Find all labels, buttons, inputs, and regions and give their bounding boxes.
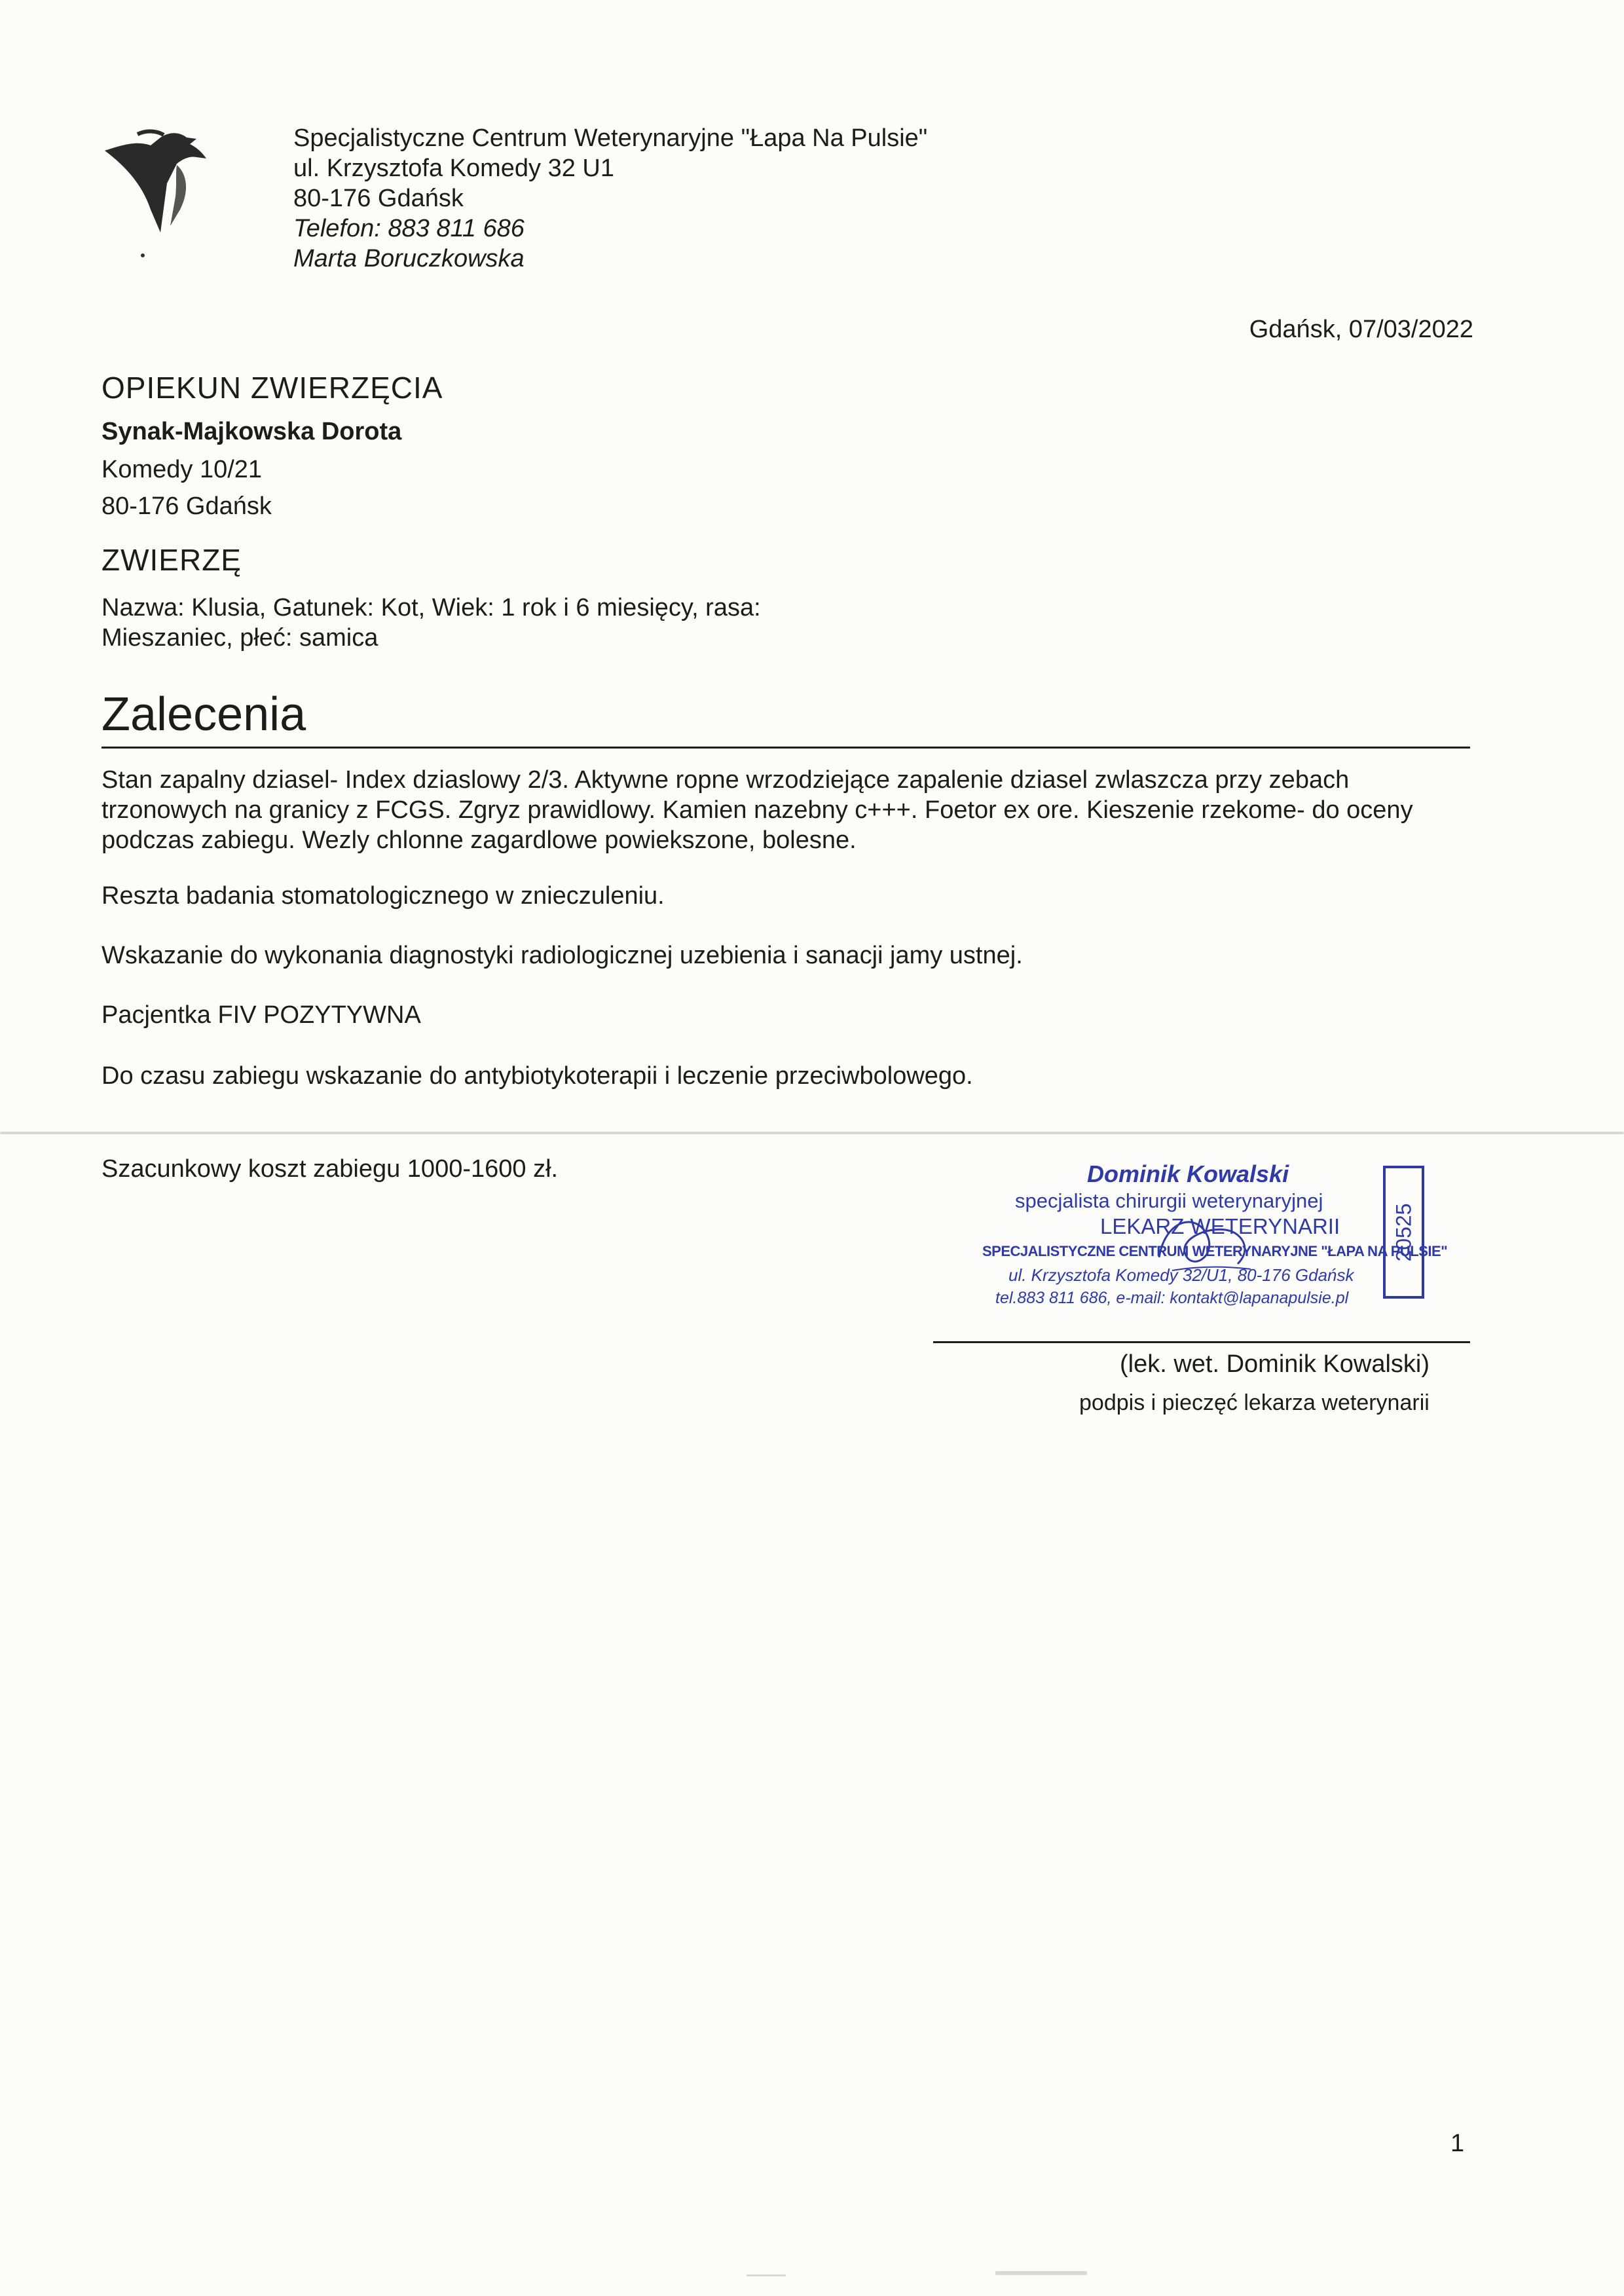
scan-artifact [0,1132,1624,1134]
animal-details-line-2: Mieszaniec, płeć: samica [101,624,378,652]
signature-line [933,1341,1470,1343]
cost-estimate: Szacunkowy koszt zabiegu 1000-1600 zł. [101,1155,559,1183]
stamp-clinic: SPECJALISTYCZNE CENTRUM WETERYNARYJNE "ŁAPA NA PULSIE" [982,1243,1448,1259]
clinic-logo [98,118,236,268]
page-number: 1 [1450,2130,1465,2157]
stamp-contact: tel.883 811 686, e-mail: kontakt@lapanapulsie.pl [995,1289,1349,1307]
stamp-name: Dominik Kowalski [1087,1160,1289,1187]
clinic-phone: Telefon: 883 811 686 [293,215,525,242]
signature-caption: podpis i pieczęć lekarza weterynarii [1079,1390,1430,1415]
signature-scribble [1146,1192,1264,1290]
stamp-role: LEKARZ WETERYNARII [1100,1214,1340,1238]
stamp-title: specjalista chirurgii weterynaryjnej [1015,1189,1323,1212]
recommendation-paragraph: Wskazanie do wykonania diagnostyki radiologicznej uzebienia i sanacji jamy ustnej. [101,942,1023,969]
clinic-contact-person: Marta Boruczkowska [293,245,525,272]
stamp-address: ul. Krzysztofa Komedy 32/U1, 80-176 Gdańsk [1008,1265,1354,1285]
owner-street: Komedy 10/21 [101,456,263,483]
owner-name: Synak-Majkowska Dorota [101,418,402,445]
heading-divider [101,747,1470,749]
animal-section-title: ZWIERZĘ [101,543,242,577]
veterinarian-name: (lek. wet. Dominik Kowalski) [1120,1350,1430,1378]
owner-city: 80-176 Gdańsk [101,492,272,520]
clinic-city: 80-176 Gdańsk [293,185,464,212]
recommendations-heading: Zalecenia [101,688,306,741]
license-number-box [1383,1166,1424,1299]
clinic-name: Specjalistyczne Centrum Weterynaryjne "Łapa Na Pulsie" [293,124,928,152]
clinic-street: ul. Krzysztofa Komedy 32 U1 [293,155,614,182]
owner-section-title: OPIEKUN ZWIERZĘCIA [101,371,443,405]
recommendation-paragraph: Reszta badania stomatologicznego w znieczuleniu. [101,882,665,910]
scan-artifact [747,2274,786,2276]
license-number: 20525 [1392,1203,1415,1261]
recommendation-paragraph: Stan zapalny dziasel- Index dziaslowy 2/3. Aktywne ropne wrzodziejące zapalenie dziasel zwlaszcza przy zebach trzonowych na granicy z FCGS. Zgryz prawidlowy. Kamien nazebny c+++. Foetor ex ore. Kieszenie rzekome- do oceny podczas zabiegu. Wezly chlonne zagardlowe powiekszone, bolesne. [101,766,1413,854]
document-date: Gdańsk, 07/03/2022 [1249,316,1473,343]
scan-artifact [995,2271,1087,2275]
animal-details-line-1: Nazwa: Klusia, Gatunek: Kot, Wiek: 1 rok i 6 miesięcy, rasa: [101,594,761,621]
veterinarian-stamp [976,1153,1448,1329]
recommendation-paragraph: Pacjentka FIV POZYTYWNA [101,1001,421,1029]
recommendation-paragraph: Do czasu zabiegu wskazanie do antybiotykoterapii i leczenie przeciwbolowego. [101,1062,973,1090]
